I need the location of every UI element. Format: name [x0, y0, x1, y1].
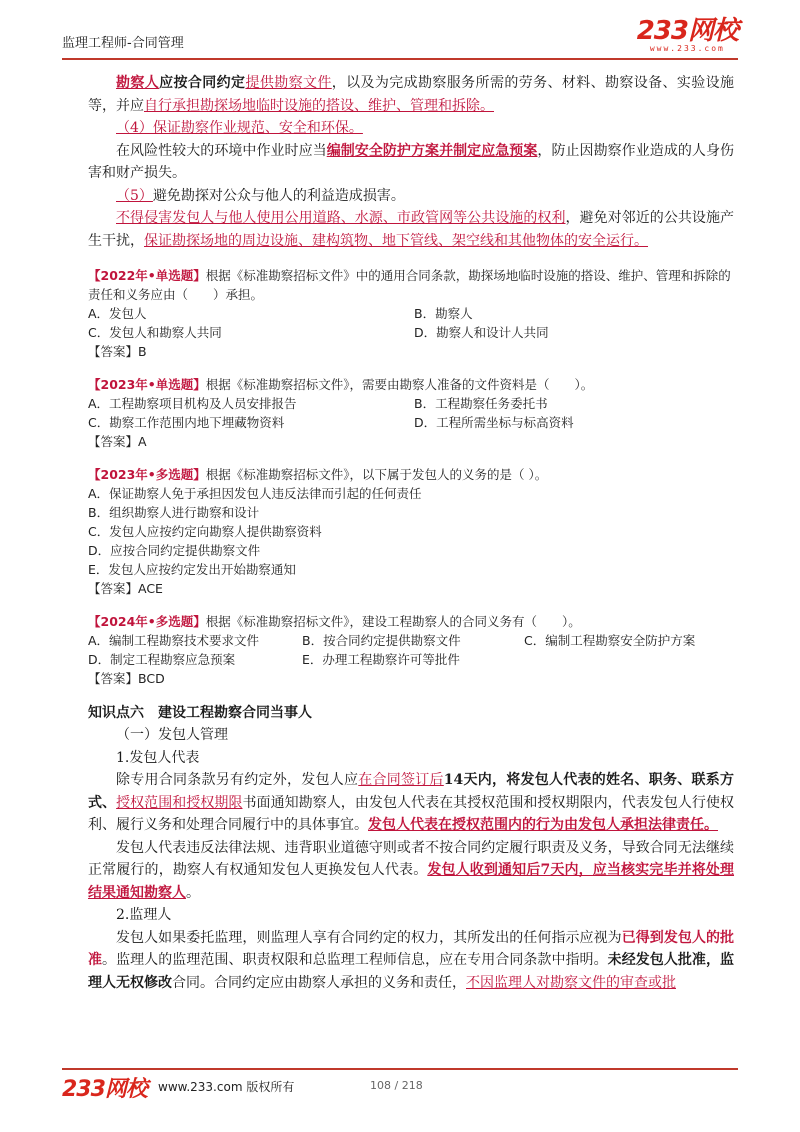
- section-title: 知识点六 建设工程勘察合同当事人: [88, 705, 312, 721]
- brand-logo[interactable]: [637, 18, 738, 54]
- answer: 【答案】ACE: [88, 581, 163, 596]
- option-row: [88, 394, 734, 413]
- footer-logo[interactable]: 233网校: [62, 1077, 147, 1102]
- paragraph-public-facilities: 不得侵害发包人与他人使用公用道路、水源、市政管网等公共设施的权利，避免对邻近的公共设施产生干扰，保证勘探场地的周边设施、建构筑物、地下管线、架空线和其他物体的安全运行。: [88, 210, 735, 249]
- answer: 【答案】BCD: [88, 671, 165, 686]
- option-a: A．发包人: [88, 306, 147, 321]
- page-number: 108 / 218: [370, 1079, 423, 1092]
- question-text: 【2023年•单选题】根据《标准勘察招标文件》，需要由勘察人准备的文件资料是（ ）。: [88, 377, 594, 392]
- answer: 【答案】A: [88, 434, 147, 449]
- option-c: C．发包人和勘察人共同: [88, 325, 222, 340]
- paragraph-risk-env: 在风险性较大的环境中作业时应当编制安全防护方案并制定应急预案，防止因勘察作业造成的人身伤害和财产损失。: [88, 142, 735, 181]
- paragraph-supervisor: 发包人如果委托监理，则监理人享有合同约定的权力，其所发出的任何指示应视为已得到发包人的批准。监理人的监理范围、职责权限和总监理工程师信息，应在专用合同条款中指明。未经发包人批准，监理人无权修改合同。合同约定应由勘察人承担的义务和责任，不因监理人对勘察文件的审查或批: [88, 929, 735, 991]
- option-b: B．组织勘察人进行勘察和设计: [88, 505, 260, 520]
- option-row: [88, 631, 734, 650]
- option-e: E．发包人应按约定发出开始勘察通知: [88, 562, 296, 577]
- footer-copyright: www.233.com 版权所有: [158, 1080, 295, 1094]
- option-d: D．勘察人和设计人共同: [414, 325, 549, 340]
- page-content: [88, 72, 734, 994]
- question-block-2: [88, 375, 734, 451]
- question-block-4: [88, 612, 734, 688]
- paragraph-surveyor-duty: 勘察人应按合同约定提供勘察文件，以及为完成勘察服务所需的劳务、材料、勘察设备、实验设施等，并应自行承担勘探场地临时设施的搭设、维护、管理和拆除。: [88, 75, 735, 114]
- footer-divider: [62, 1068, 738, 1070]
- item-4-heading: （4）保证勘察作业规范、安全和环保。: [116, 120, 363, 136]
- option-b: B．工程勘察任务委托书: [414, 396, 548, 411]
- paragraph-representative-replace: 发包人代表违反法律法规、违背职业道德守则或者不按合同约定履行职责及义务，导致合同无法继续正常履行的，勘察人有权通知发包人更换发包人代表。发包人收到通知后7天内，应当核实完毕并将处理结果通知勘察人。: [88, 839, 735, 901]
- question-text: 【2024年•多选题】根据《标准勘察招标文件》，建设工程勘察人的合同义务有（ ）。: [88, 614, 581, 629]
- question-block-1: [88, 266, 734, 361]
- answer: 【答案】B: [88, 344, 147, 359]
- logo-text: 233网校: [636, 16, 738, 46]
- option-row: [88, 650, 734, 669]
- option-e: E．办理工程勘察许可等批件: [302, 652, 460, 667]
- paragraph-representative-notice: 除专用合同条款另有约定外，发包人应在合同签订后14天内，将发包人代表的姓名、职务、联系方式、授权范围和授权期限书面通知勘察人，由发包人代表在其授权范围和授权期限内，代表发包人行使权利、履行义务和处理合同履行中的具体事宜。发包人代表在授权范围内的行为由发包人承担法律责任。: [88, 772, 735, 833]
- option-c: C．编制工程勘察安全防护方案: [524, 633, 696, 648]
- option-c: C．勘察工作范围内地下埋藏物资料: [88, 415, 285, 430]
- option-d: D．应按合同约定提供勘察文件: [88, 543, 261, 558]
- header-divider: [62, 58, 738, 60]
- option-d: D．制定工程勘察应急预案: [88, 652, 236, 667]
- subsection-employer-representative: 1.发包人代表: [116, 749, 200, 766]
- question-text: 【2022年•单选题】根据《标准勘察招标文件》中的通用合同条款，勘探场地临时设施的搭设、维护、管理和拆除的责任和义务应由（ ）承担。: [88, 268, 731, 302]
- option-a: A．编制工程勘察技术要求文件: [88, 633, 260, 648]
- option-a: A．工程勘察项目机构及人员安排报告: [88, 396, 297, 411]
- question-block-3: [88, 465, 734, 598]
- subsection-supervisor: 2.监理人: [116, 907, 172, 923]
- option-c: C．发包人应按约定向勘察人提供勘察资料: [88, 524, 322, 539]
- logo-url: www.233.com: [649, 44, 725, 53]
- option-a: A．保证勘察人免于承担因发包人违反法律而引起的任何责任: [88, 486, 422, 501]
- option-d: D．工程所需坐标与标高资料: [414, 415, 574, 430]
- page-header-title: 监理工程师-合同管理: [62, 36, 184, 51]
- option-b: B．勘察人: [414, 306, 473, 321]
- option-row: [88, 413, 734, 432]
- option-row: [88, 323, 734, 342]
- subsection-employer-management: （一）发包人管理: [116, 727, 228, 743]
- option-b: B．按合同约定提供勘察文件: [302, 633, 461, 648]
- item-5-heading: （5）避免勘探对公众与他人的利益造成损害。: [116, 187, 405, 204]
- question-text: 【2023年•多选题】根据《标准勘察招标文件》，以下属于发包人的义务的是（ ）。: [88, 467, 548, 482]
- option-row: [88, 304, 734, 323]
